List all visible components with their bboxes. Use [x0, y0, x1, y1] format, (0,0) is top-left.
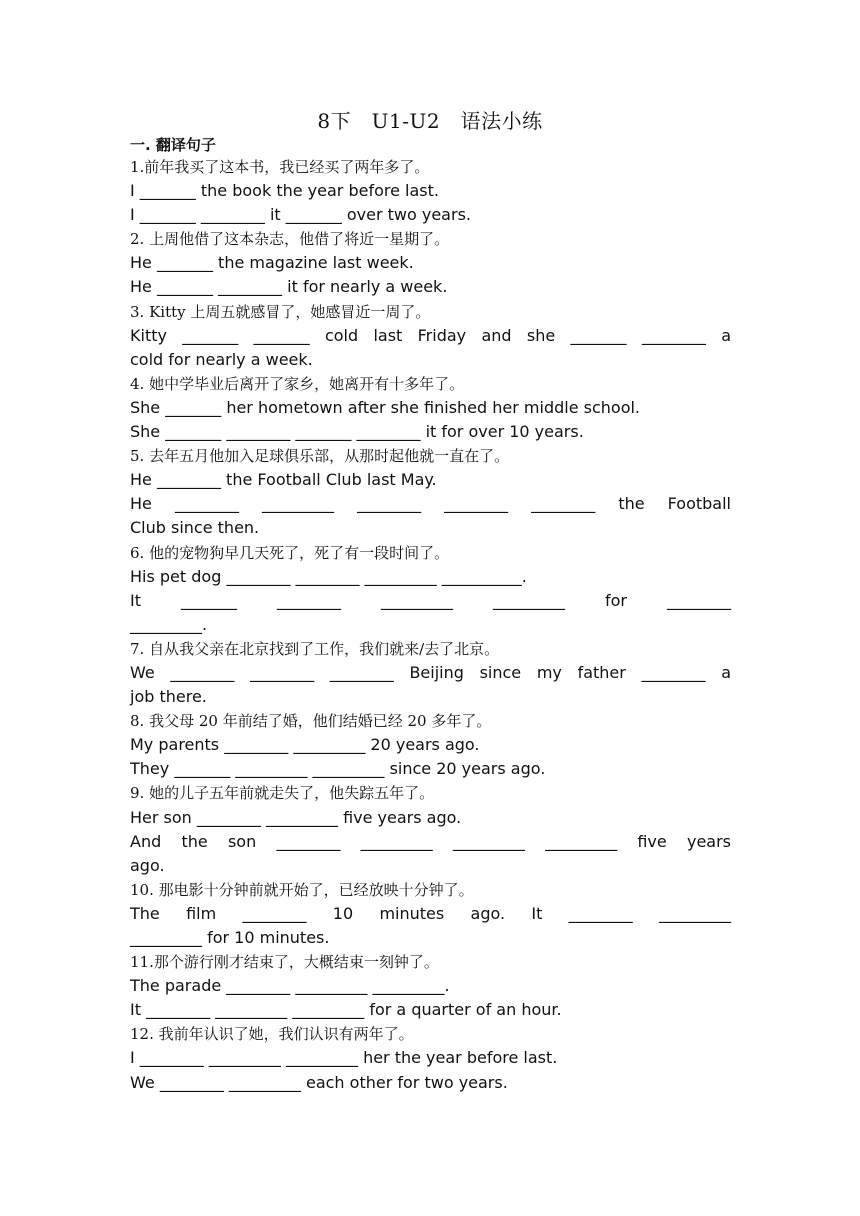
exercise-line: We ________ _________ each other for two years.: [130, 1072, 508, 1092]
prompt-line: 10. 那电影十分钟前就开始了，已经放映十分钟了。: [130, 880, 474, 899]
prompt-line: 2. 上周他借了这本杂志，他借了将近一星期了。: [130, 230, 450, 249]
prompt-line: 4. 她中学毕业后离开了家乡，她离开有十多年了。: [130, 374, 465, 393]
worksheet-title: 8下 U1-U2 语法小练: [317, 109, 543, 133]
exercise-line: Her son ________ _________ five years ago.: [130, 807, 462, 827]
prompt-line: 5. 去年五月他加入足球俱乐部，从那时起他就一直在了。: [130, 447, 510, 466]
exercise-line: He _______ ________ it for nearly a week.: [130, 277, 448, 297]
exercise-line: He _______ the magazine last week.: [130, 253, 414, 273]
exercise-line: It _______ ________ _________ _________ for ________: [130, 590, 731, 610]
exercise-line: His pet dog ________ ________ _________ __________.: [130, 566, 527, 586]
section-heading: 一. 翻译句子: [130, 136, 216, 154]
exercise-line: job there.: [130, 687, 207, 707]
prompt-line: 12. 我前年认识了她，我们认识有两年了。: [130, 1025, 414, 1044]
exercise-line: ago.: [130, 855, 165, 875]
prompt-line: 9. 她的儿子五年前就走失了，他失踪五年了。: [130, 784, 435, 803]
prompt-line: 6. 他的宠物狗早几天死了，死了有一段时间了。: [130, 543, 450, 562]
exercise-line: The film ________ 10 minutes ago. It ________ _________: [130, 903, 731, 923]
prompt-line: 8. 我父母 20 年前结了婚，他们结婚已经 20 多年了。: [130, 712, 492, 731]
exercise-line: We ________ ________ ________ Beijing since my father ________ a: [130, 662, 731, 682]
exercise-line: The parade ________ _________ _________.: [130, 976, 450, 996]
exercise-line: I _______ ________ it _______ over two years.: [130, 205, 471, 225]
exercise-line: _________ for 10 minutes.: [130, 928, 330, 947]
exercise-line: He ________ _________ ________ ________ ________ the Football: [130, 494, 731, 514]
prompt-line: 11.那个游行刚才结束了，大概结束一刻钟了。: [130, 953, 439, 972]
exercise-line: _________.: [130, 614, 208, 634]
exercise-line: I ________ _________ _________ her the year before last.: [130, 1048, 558, 1068]
exercise-line: She _______ her hometown after she finished her middle school.: [130, 397, 641, 417]
exercise-line: It ________ _________ _________ for a quarter of an hour.: [130, 1000, 562, 1020]
prompt-line: 7. 自从我父亲在北京找到了工作，我们就来/去了北京。: [130, 639, 500, 658]
exercise-line: cold for nearly a week.: [130, 349, 313, 369]
exercise-line: She _______ ________ _______ ________ it for over 10 years.: [130, 422, 584, 442]
prompt-line: 3. Kitty 上周五就感冒了，她感冒近一周了。: [130, 302, 431, 321]
exercise-line: I _______ the book the year before last.: [130, 181, 439, 201]
exercise-line: They _______ _________ _________ since 20 years ago.: [130, 759, 546, 779]
exercise-line: And the son ________ _________ _________ _________ five years: [130, 831, 731, 851]
exercise-line: Club since then.: [130, 518, 260, 538]
exercise-line: Kitty _______ _______ cold last Friday and she _______ ________ a: [130, 325, 731, 345]
exercise-line: He ________ the Football Club last May.: [130, 470, 437, 490]
exercise-list: [130, 155, 731, 1095]
prompt-line: 1.前年我买了这本书，我已经买了两年多了。: [130, 158, 430, 176]
exercise-line: My parents ________ _________ 20 years ago.: [130, 735, 480, 755]
